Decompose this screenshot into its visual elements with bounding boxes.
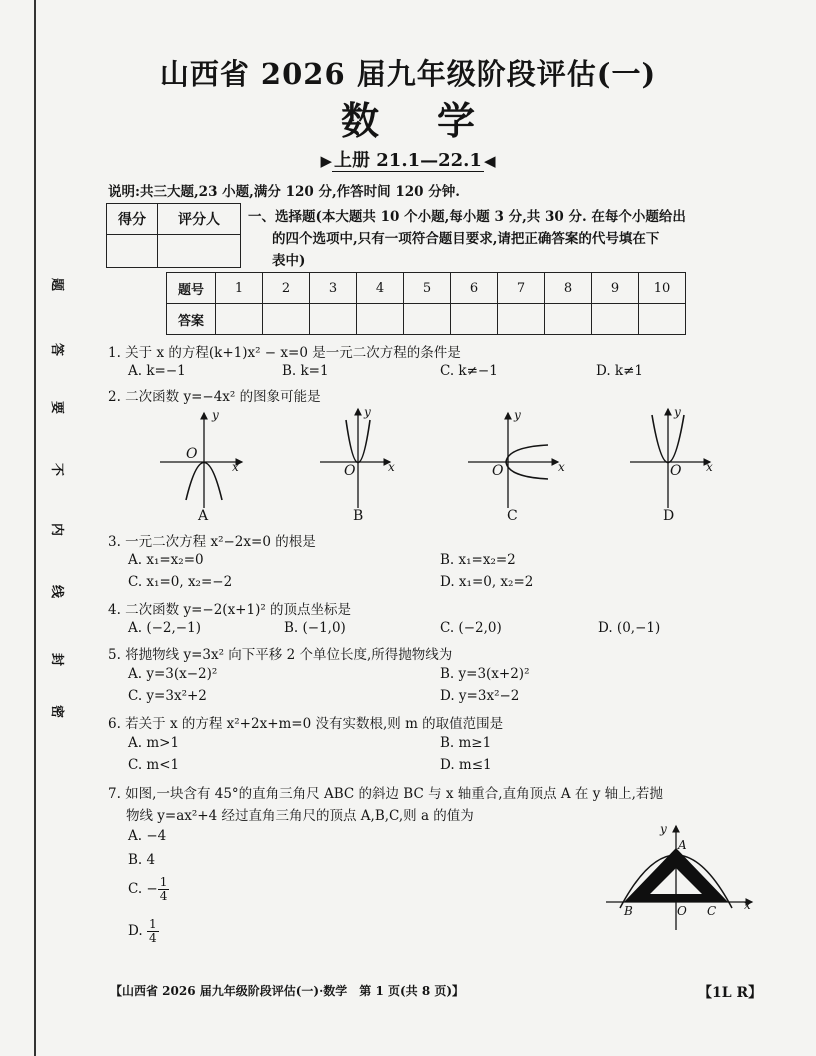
answer-cell[interactable] bbox=[545, 304, 592, 335]
q7-option-d-prefix: D. bbox=[128, 923, 143, 939]
section1-line3: 表中) bbox=[272, 253, 306, 269]
question-number: 10 bbox=[639, 273, 686, 304]
answer-cell[interactable] bbox=[592, 304, 639, 335]
exam-note: 说明:共三大题,23 小题,满分 120 分,作答时间 120 分钟. bbox=[108, 184, 460, 200]
arrow-right-icon: ▶ bbox=[320, 152, 333, 170]
graph-d[interactable] bbox=[630, 409, 710, 508]
q2-option-b[interactable]: B bbox=[353, 508, 364, 524]
graph-a-x-label: x bbox=[232, 460, 239, 474]
grader-header: 评分人 bbox=[158, 204, 241, 235]
q6-option-a[interactable]: A. m>1 bbox=[128, 735, 180, 751]
question-number: 2 bbox=[263, 273, 310, 304]
question-number: 4 bbox=[357, 273, 404, 304]
seal-char: 要 bbox=[49, 400, 65, 415]
arrow-left-icon: ◀ bbox=[483, 152, 496, 170]
question-number: 8 bbox=[545, 273, 592, 304]
seal-char: 不 bbox=[49, 462, 65, 477]
score-cell[interactable] bbox=[107, 235, 158, 268]
q6-option-b[interactable]: B. m≥1 bbox=[440, 735, 492, 751]
q7-option-d-fraction bbox=[147, 918, 159, 945]
q2-graphs bbox=[150, 405, 750, 510]
answer-cell[interactable] bbox=[498, 304, 545, 335]
score-header: 得分 bbox=[107, 204, 158, 235]
answer-cell[interactable] bbox=[310, 304, 357, 335]
footer-code: 【1L R】 bbox=[698, 985, 763, 1001]
section1-line1: 一、选择题(本大题共 10 个小题,每小题 3 分,共 30 分. 在每个小题给出 bbox=[248, 209, 686, 225]
graph-d-y-label: y bbox=[674, 405, 681, 419]
q3-option-a[interactable]: A. x₁=x₂=0 bbox=[128, 552, 204, 568]
graph-c-y-label: y bbox=[514, 408, 521, 422]
question-7-stem-line2: 物线 y=ax²+4 经过直角三角尺的顶点 A,B,C,则 a 的值为 bbox=[126, 808, 474, 824]
fraction-denominator: 4 bbox=[159, 889, 168, 903]
q4-option-a[interactable]: A. (−2,−1) bbox=[128, 620, 201, 636]
q7-option-d[interactable] bbox=[128, 918, 159, 945]
footer-page-info: 【山西省 2026 届九年级阶段评估(一)·数学 第 1 页(共 8 页)】 bbox=[110, 984, 465, 998]
graph-c[interactable] bbox=[468, 413, 558, 508]
grader-cell[interactable] bbox=[158, 235, 241, 268]
q7-vertex-b: B bbox=[624, 904, 633, 918]
answer-cell[interactable] bbox=[404, 304, 451, 335]
question-3-stem: 3. 一元二次方程 x²−2x=0 的根是 bbox=[108, 534, 316, 550]
graph-b[interactable] bbox=[320, 409, 390, 508]
seal-char: 密 bbox=[49, 704, 65, 719]
q5-option-c[interactable]: C. y=3x²+2 bbox=[128, 688, 207, 704]
q7-option-c[interactable] bbox=[128, 876, 169, 903]
fraction-denominator: 4 bbox=[148, 931, 157, 945]
subject-title: 数学 bbox=[340, 98, 533, 143]
score-box bbox=[106, 203, 241, 268]
q7-origin: O bbox=[677, 904, 687, 918]
scope-text: 上册 21.1—22.1 bbox=[334, 150, 482, 171]
graph-c-origin: O bbox=[492, 463, 504, 479]
q2-option-d[interactable]: D bbox=[663, 508, 675, 524]
question-6-stem: 6. 若关于 x 的方程 x²+2x+m=0 没有实数根,则 m 的取值范围是 bbox=[108, 716, 504, 732]
answer-cell[interactable] bbox=[639, 304, 686, 335]
seal-char: 内 bbox=[49, 522, 65, 537]
fraction-numerator: 1 bbox=[159, 875, 168, 889]
q7-option-a[interactable]: A. −4 bbox=[128, 828, 167, 844]
answer-table bbox=[166, 272, 686, 335]
seal-char: 答 bbox=[49, 342, 65, 357]
graph-b-y-label: y bbox=[364, 405, 371, 419]
seal-char: 题 bbox=[49, 277, 65, 292]
q5-option-b[interactable]: B. y=3(x+2)² bbox=[440, 666, 530, 682]
answer-cell[interactable] bbox=[451, 304, 498, 335]
question-number: 7 bbox=[498, 273, 545, 304]
graph-c-x-label: x bbox=[558, 460, 565, 474]
q4-option-d[interactable]: D. (0,−1) bbox=[598, 620, 661, 636]
q2-option-c[interactable]: C bbox=[507, 508, 518, 524]
q1-option-a[interactable]: A. k=−1 bbox=[128, 363, 186, 379]
q2-option-a[interactable]: A bbox=[198, 508, 209, 524]
graph-d-origin: O bbox=[670, 463, 682, 479]
q7-option-b[interactable]: B. 4 bbox=[128, 852, 156, 868]
q4-option-c[interactable]: C. (−2,0) bbox=[440, 620, 502, 636]
q7-vertex-a: A bbox=[678, 838, 687, 852]
answer-table-header: 题号 bbox=[167, 273, 216, 304]
graph-b-x-label: x bbox=[388, 460, 395, 474]
question-4-stem: 4. 二次函数 y=−2(x+1)² 的顶点坐标是 bbox=[108, 602, 352, 618]
q7-option-c-fraction bbox=[158, 876, 170, 903]
graph-a[interactable] bbox=[160, 413, 242, 508]
answer-table-answer-row bbox=[167, 304, 686, 335]
q7-option-c-prefix: C. − bbox=[128, 881, 158, 897]
q1-option-c[interactable]: C. k≠−1 bbox=[440, 363, 498, 379]
question-7-stem-line1: 7. 如图,一块含有 45°的直角三角尺 ABC 的斜边 BC 与 x 轴重合,直角顶点 A 在 y 轴上,若抛 bbox=[108, 786, 663, 802]
graph-d-x-label: x bbox=[706, 460, 713, 474]
q7-y-label: y bbox=[660, 822, 667, 836]
seal-char: 线 bbox=[49, 584, 65, 599]
q3-option-d[interactable]: D. x₁=0, x₂=2 bbox=[440, 574, 534, 590]
q3-option-c[interactable]: C. x₁=0, x₂=−2 bbox=[128, 574, 233, 590]
question-1-stem: 1. 关于 x 的方程(k+1)x² − x=0 是一元二次方程的条件是 bbox=[108, 345, 461, 361]
q7-vertex-c: C bbox=[707, 904, 717, 918]
exam-title: 山西省 2026 届九年级阶段评估(一) bbox=[159, 57, 657, 91]
q6-option-d[interactable]: D. m≤1 bbox=[440, 757, 492, 773]
seal-char: 封 bbox=[49, 652, 65, 667]
question-number: 3 bbox=[310, 273, 357, 304]
section1-line2: 的四个选项中,只有一项符合题目要求,请把正确答案的代号填在下 bbox=[272, 231, 660, 247]
q3-option-b[interactable]: B. x₁=x₂=2 bbox=[440, 552, 516, 568]
answer-row-header: 答案 bbox=[167, 304, 216, 335]
q5-option-a[interactable]: A. y=3(x−2)² bbox=[128, 666, 218, 682]
answer-table-number-row bbox=[167, 273, 686, 304]
q4-option-b[interactable]: B. (−1,0) bbox=[284, 620, 346, 636]
question-5-stem: 5. 将抛物线 y=3x² 向下平移 2 个单位长度,所得抛物线为 bbox=[108, 647, 453, 663]
graph-b-origin: O bbox=[344, 463, 356, 479]
question-2-stem: 2. 二次函数 y=−4x² 的图象可能是 bbox=[108, 389, 321, 405]
question-number: 5 bbox=[404, 273, 451, 304]
answer-cell[interactable] bbox=[263, 304, 310, 335]
graph-a-y-label: y bbox=[212, 408, 219, 422]
q7-x-label: x bbox=[744, 898, 751, 912]
q6-option-c[interactable]: C. m<1 bbox=[128, 757, 180, 773]
answer-cell[interactable] bbox=[216, 304, 263, 335]
q1-option-b[interactable]: B. k=1 bbox=[282, 363, 329, 379]
fraction-numerator: 1 bbox=[148, 917, 157, 931]
question-number: 9 bbox=[592, 273, 639, 304]
graph-a-origin: O bbox=[186, 446, 198, 462]
q5-option-d[interactable]: D. y=3x²−2 bbox=[440, 688, 520, 704]
question-number: 6 bbox=[451, 273, 498, 304]
q1-option-d[interactable]: D. k≠1 bbox=[596, 363, 644, 379]
question-number: 1 bbox=[216, 273, 263, 304]
scope-label bbox=[0, 146, 816, 172]
answer-cell[interactable] bbox=[357, 304, 404, 335]
